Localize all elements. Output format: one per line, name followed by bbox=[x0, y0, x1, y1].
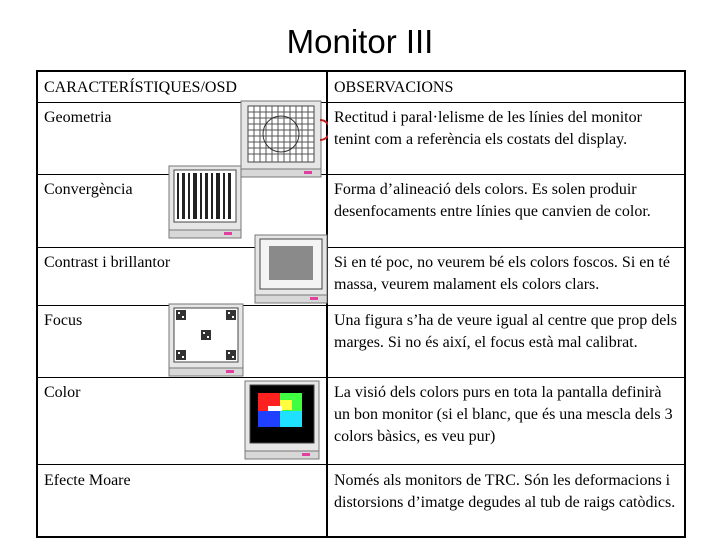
note-color: La visió dels colors purs en tota la pantalla definirà un bon monitor (si el blanc, que és una mescla dels 3 colors bàsics, es veu pur) bbox=[334, 384, 673, 445]
note-focus: Una figura s’ha de veure igual al centre que prop dels marges. Si no és així, el focus està mal calibrat. bbox=[334, 312, 677, 351]
row-divider bbox=[38, 247, 684, 248]
feature-geometry: Geometria bbox=[44, 109, 112, 126]
feature-moire: Efecte Moare bbox=[44, 472, 131, 489]
osd-table bbox=[36, 70, 686, 538]
row-divider bbox=[38, 102, 684, 103]
row-divider bbox=[38, 464, 684, 465]
header-feature: CARACTERÍSTIQUES/OSD bbox=[44, 79, 237, 96]
color-blocks-monitor-icon bbox=[244, 380, 332, 458]
row-divider bbox=[38, 305, 684, 306]
note-contrast: Si en té poc, no veurem bé els colors foscos. Si en té massa, veurem malament els colors clars. bbox=[334, 254, 670, 293]
row-divider bbox=[38, 377, 684, 378]
feature-color: Color bbox=[44, 384, 81, 401]
note-moire: Només als monitors de TRC. Són les deformacions i distorsions d’imatge degudes al tub de raigs catòdics. bbox=[334, 472, 676, 511]
note-geometry: Rectitud i paral·lelisme de les línies del monitor tenint com a referència els costats del display. bbox=[334, 109, 642, 148]
convergence-bars-monitor-icon bbox=[168, 165, 256, 243]
note-convergence: Forma d’alineació dels colors. Es solen produir desenfocaments entre línies que canvien de color. bbox=[334, 181, 651, 220]
feature-convergence: Convergència bbox=[44, 181, 133, 198]
contrast-brightness-monitor-icon bbox=[254, 234, 342, 312]
focus-pattern-monitor-icon bbox=[168, 303, 256, 381]
header-observations: OBSERVACIONS bbox=[334, 79, 454, 96]
feature-contrast: Contrast i brillantor bbox=[44, 254, 171, 271]
page-title: Monitor III bbox=[286, 23, 434, 60]
row-divider bbox=[38, 174, 684, 175]
feature-focus: Focus bbox=[44, 312, 83, 329]
